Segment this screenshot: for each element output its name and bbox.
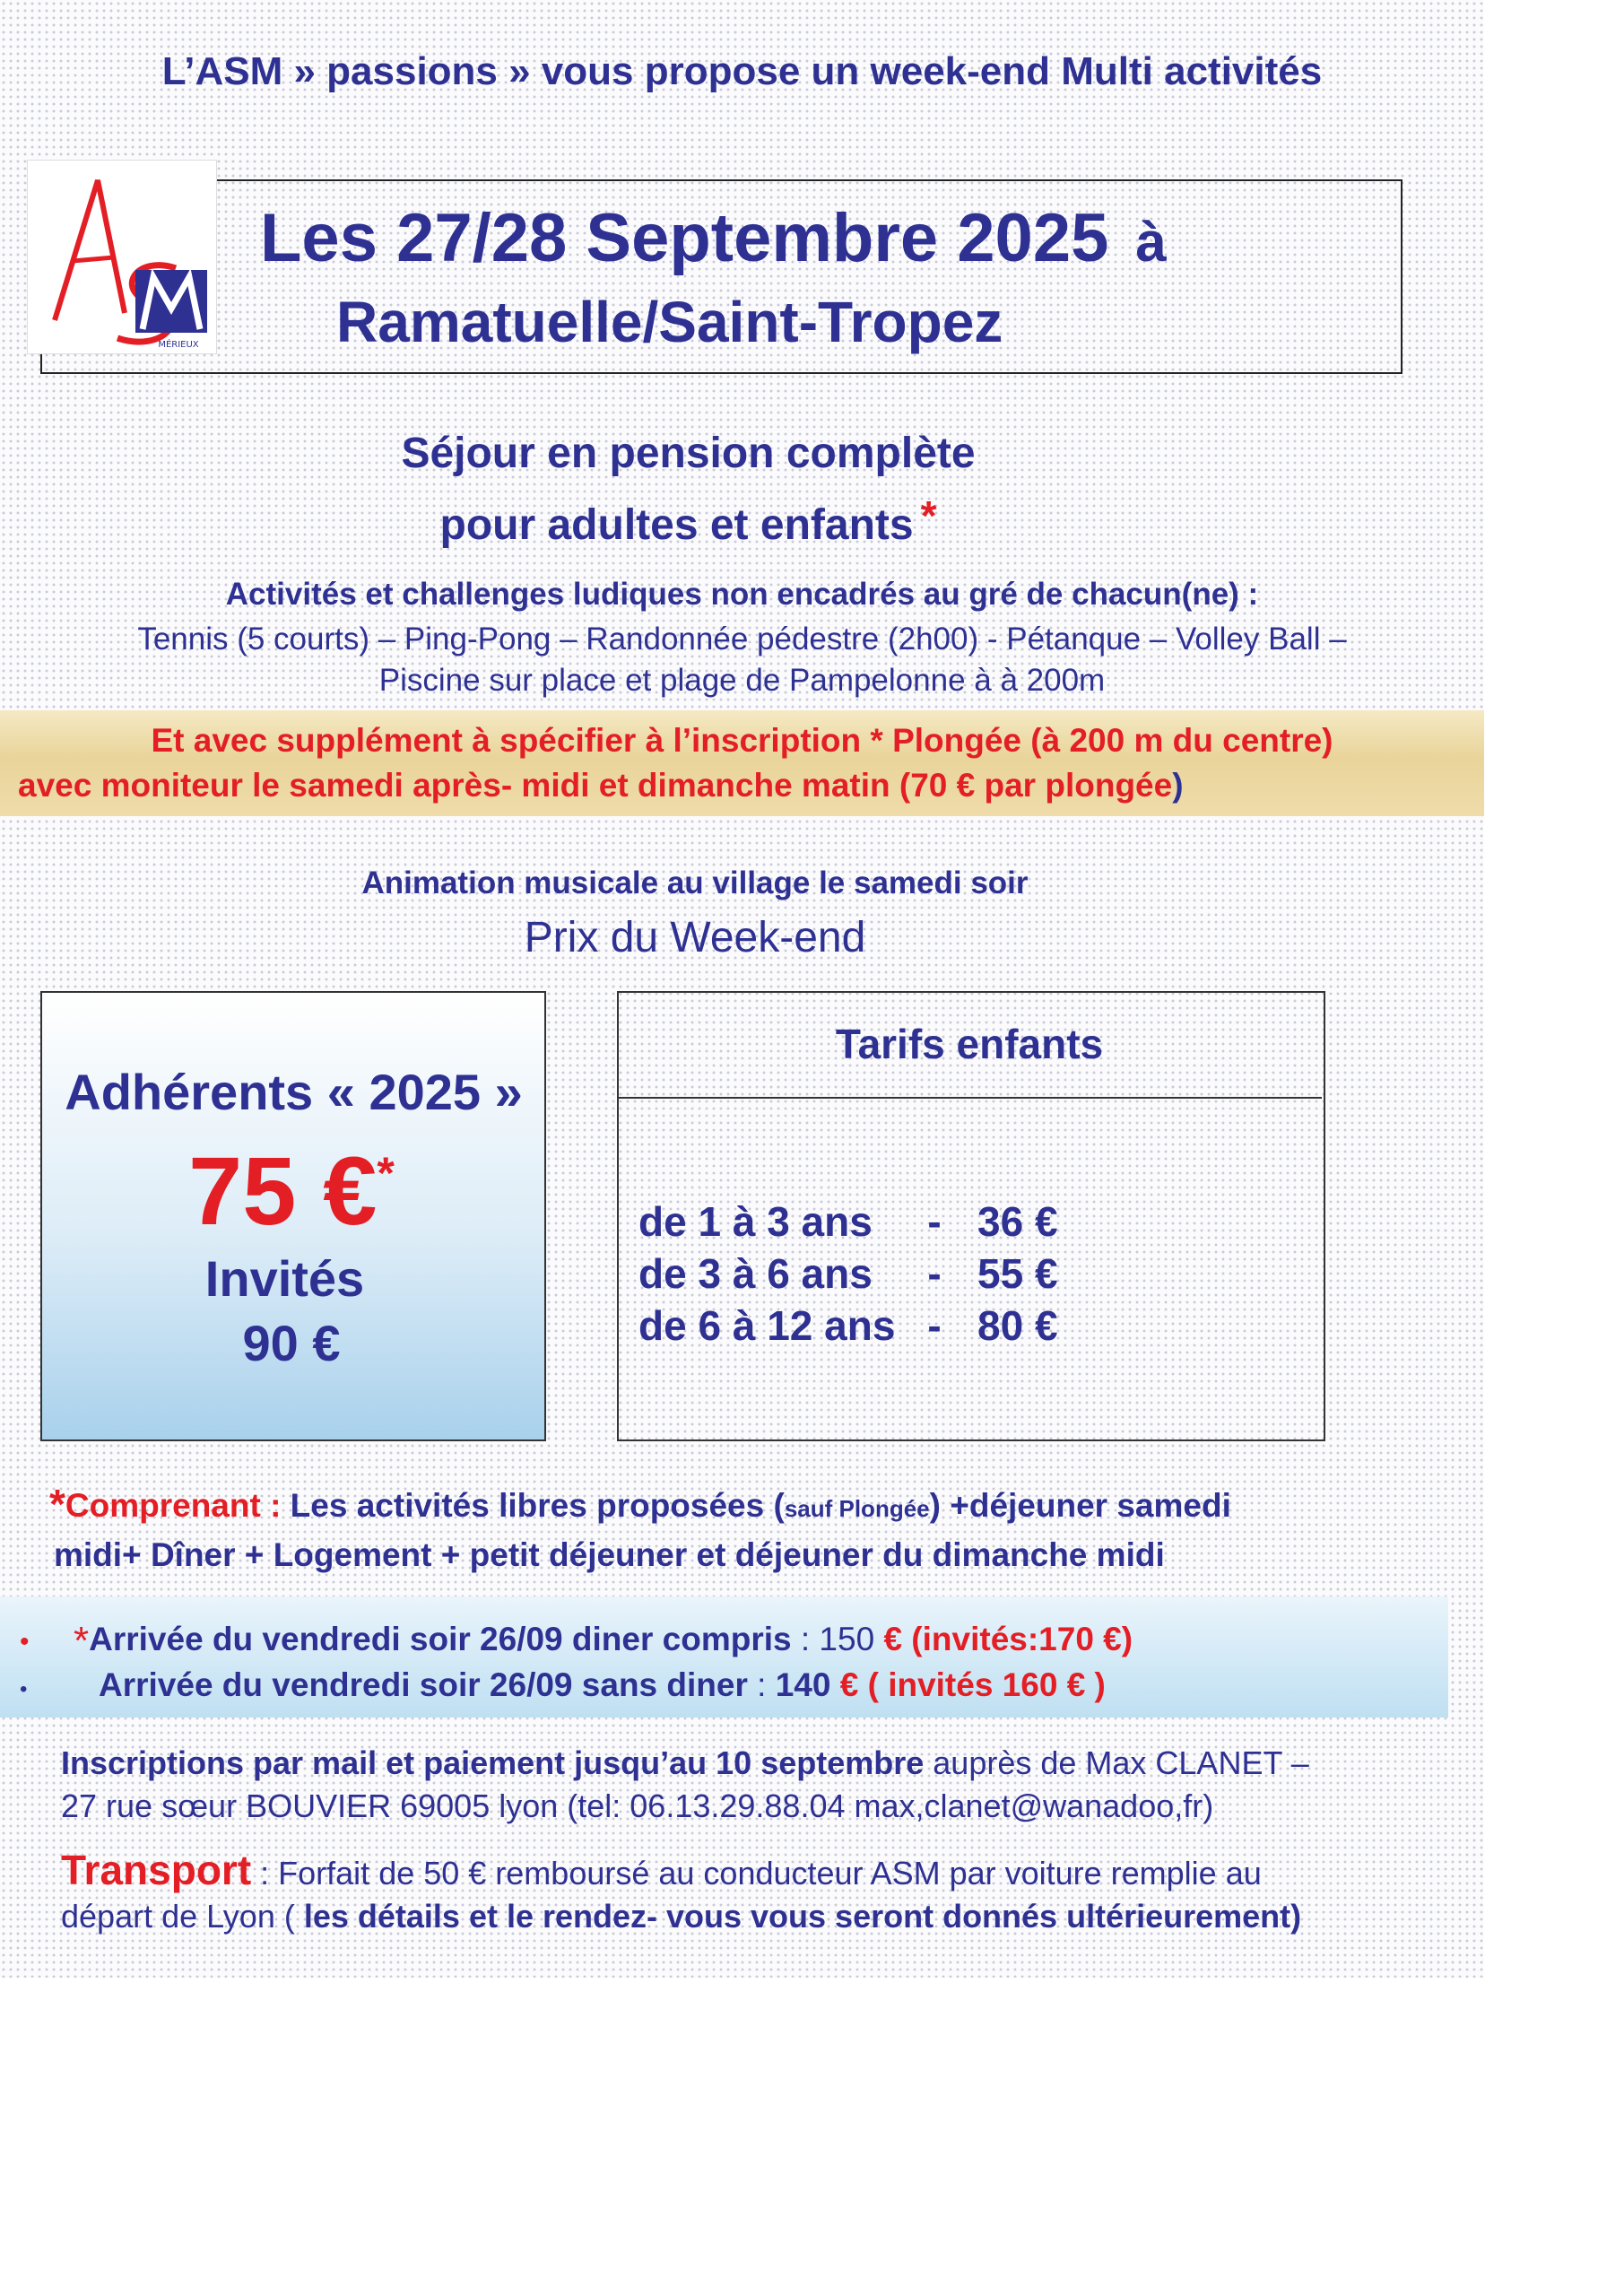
comprenant-text-a: Les activités libres proposées ( [281,1487,785,1524]
kids-age: de 3 à 6 ans [638,1250,873,1297]
sejour-line1: Séjour en pension complète [401,430,976,477]
plongee-line2-close: ) [1172,767,1184,804]
guests-label: Invités [204,1250,365,1307]
plongee-line1: Et avec supplément à spécifier à l’inscription * Plongée (à 200 m du centre) [151,722,1333,759]
event-date [260,199,1167,277]
comprenant-star: * [49,1481,65,1527]
comprenant-line2: midi+ Dîner + Logement + petit déjeuner et déjeuner du dimanche midi [54,1536,1165,1573]
kids-row [638,1197,1058,1246]
inscription-rest: auprès de Max CLANET – [924,1744,1309,1781]
transport-label: Transport [61,1847,252,1893]
sejour-line2-text: pour adultes et enfants [439,501,914,549]
arrival-1-euro: € [883,1621,903,1657]
asm-logo-icon [28,161,216,353]
bullet-icon: • [20,1627,30,1657]
event-place: Ramatuelle/Saint-Tropez [336,290,1003,354]
members-price [40,1135,543,1247]
prix-title: Prix du Week-end [524,914,866,961]
transport-text: : Forfait de 50 € remboursé au conducteur ASM par voiture remplie au [251,1855,1262,1892]
comprenant-small: sauf Plongée [784,1495,930,1522]
inscription-bold: Inscriptions par mail et paiement jusqu’au 10 septembre [61,1744,925,1781]
arrival-1-text: Arrivée du vendredi soir 26/09 diner compris [89,1621,792,1657]
kids-dash: - [927,1250,942,1297]
plongee-line2 [18,767,1184,804]
arrival-2-guests: € ( invités 160 € ) [830,1666,1106,1703]
kids-title: Tarifs enfants [835,1021,1104,1067]
transport-line2 [61,1898,1301,1935]
arrival-1-guests: (invités:170 €) [902,1621,1133,1657]
asm-logo-caption: MÉRIEUX [158,340,199,350]
intro-heading: L’ASM » passions » vous propose un week-end Multi activités [161,49,1323,93]
kids-dash: - [927,1198,942,1245]
kids-row [638,1301,1058,1350]
members-price-value: 75 € [188,1136,378,1245]
kids-age: de 6 à 12 ans [638,1302,896,1349]
transport-line2-b: les détails et le rendez- vous vous seront donnés ultérieurement) [303,1898,1302,1935]
sejour-line2 [0,491,1376,550]
kids-age: de 1 à 3 ans [638,1198,873,1245]
event-date-text: Les 27/28 Septembre 2025 [260,200,1109,276]
arrival-2-price: 140 [775,1666,831,1703]
comprenant-text-b: ) +déjeuner samedi [929,1487,1231,1524]
arrival-2-colon: : [747,1666,776,1703]
inscription-line1 [61,1744,1309,1782]
comprenant-line1 [49,1480,1231,1528]
animation-text: Animation musicale au village le samedi soir [361,865,1029,900]
arrival-option-1 [20,1619,1133,1664]
members-price-star: * [377,1148,395,1198]
transport-line2-a: départ de Lyon ( [61,1898,304,1935]
activities-list [0,619,1484,701]
guests-price: 90 € [242,1315,341,1371]
sejour-star: * [920,492,937,539]
arrival-option-2 [20,1666,1106,1704]
transport-line1 [61,1846,1262,1894]
plongee-line2-text: avec moniteur le samedi après- midi et dimanche matin (70 € par plongée [18,767,1173,804]
activities-line2: Piscine sur place et plage de Pampelonne à à 200m [378,663,1106,698]
kids-price: 36 € [977,1198,1058,1245]
kids-price: 80 € [977,1302,1058,1349]
kids-price: 55 € [977,1250,1058,1297]
kids-dash: - [927,1302,942,1349]
members-label: Adhérents « 2025 » [65,1064,523,1120]
activities-title: Activités et challenges ludiques non encadrés au gré de chacun(ne) : [225,577,1259,612]
arrival-1-price: : 150 [791,1621,884,1657]
arrival-2-text: Arrivée du vendredi soir 26/09 sans diner [99,1666,748,1703]
comprenant-label: Comprenant : [65,1487,282,1524]
inscription-line2: 27 rue sœur BOUVIER 69005 lyon (tel: 06.13.29.88.04 max,clanet@wanadoo,fr) [61,1787,1214,1824]
asm-logo [27,160,217,354]
kids-row [638,1249,1058,1298]
arrival-star: * [74,1619,90,1663]
event-date-a: à [1135,212,1167,274]
activities-line1: Tennis (5 courts) – Ping-Pong – Randonnée pédestre (2h00) - Pétanque – Volley Ball – [137,622,1347,657]
bullet-icon: • [20,1677,28,1701]
